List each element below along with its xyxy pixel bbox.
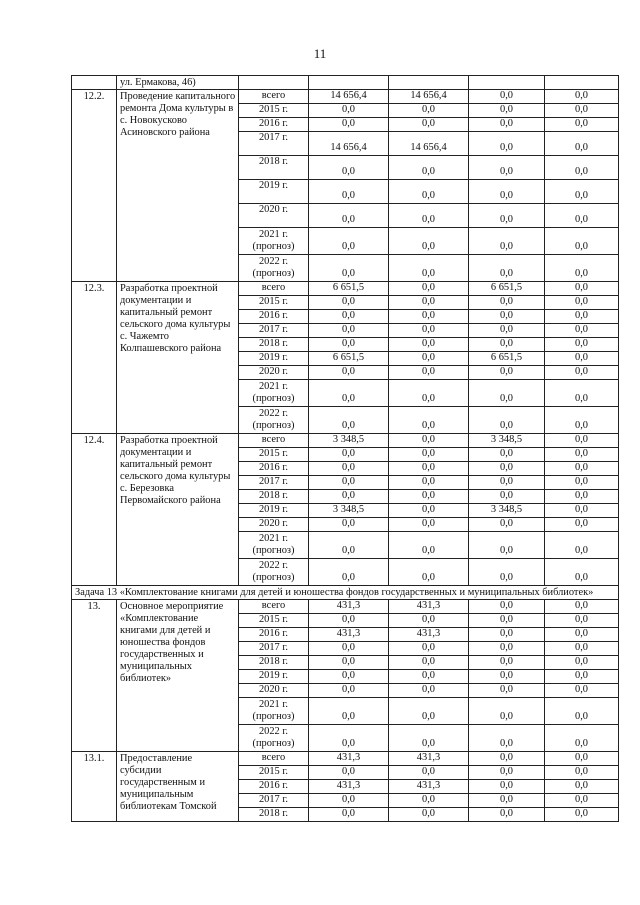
- value-cell: 6 651,5: [309, 352, 389, 366]
- value-cell: 0,0: [545, 670, 619, 684]
- year-label: 2020 г.: [239, 204, 309, 228]
- year-label: 2022 г. (прогноз): [239, 725, 309, 752]
- value-cell: 0,0: [469, 448, 545, 462]
- value-cell: 0,0: [469, 614, 545, 628]
- year-label: 2016 г.: [239, 118, 309, 132]
- value-cell: [545, 76, 619, 90]
- value-cell: 0,0: [309, 448, 389, 462]
- value-cell: 0,0: [545, 132, 619, 156]
- year-label: 2020 г.: [239, 684, 309, 698]
- value-cell: 0,0: [469, 656, 545, 670]
- value-cell: 0,0: [389, 794, 469, 808]
- value-cell: 0,0: [469, 628, 545, 642]
- year-label: 2016 г.: [239, 462, 309, 476]
- year-label: 2018 г.: [239, 656, 309, 670]
- item-code: 13.: [72, 600, 117, 752]
- value-cell: 0,0: [389, 766, 469, 780]
- year-label: 2017 г.: [239, 642, 309, 656]
- value-cell: 0,0: [389, 698, 469, 725]
- value-cell: 0,0: [469, 490, 545, 504]
- value-cell: 0,0: [469, 698, 545, 725]
- value-cell: 0,0: [389, 476, 469, 490]
- value-cell: 0,0: [469, 118, 545, 132]
- value-cell: 0,0: [545, 380, 619, 407]
- value-cell: 0,0: [309, 180, 389, 204]
- value-cell: 0,0: [389, 324, 469, 338]
- year-label: 2021 г. (прогноз): [239, 380, 309, 407]
- value-cell: 0,0: [469, 532, 545, 559]
- value-cell: 0,0: [309, 338, 389, 352]
- value-cell: 0,0: [545, 780, 619, 794]
- year-label: всего: [239, 90, 309, 104]
- value-cell: 0,0: [469, 808, 545, 822]
- value-cell: 0,0: [469, 255, 545, 282]
- year-label: 2022 г. (прогноз): [239, 559, 309, 586]
- value-cell: 14 656,4: [309, 90, 389, 104]
- table-row: [72, 76, 619, 90]
- value-cell: 431,3: [389, 600, 469, 614]
- value-cell: 0,0: [389, 156, 469, 180]
- value-cell: 0,0: [389, 366, 469, 380]
- year-label: 2022 г. (прогноз): [239, 407, 309, 434]
- value-cell: 0,0: [545, 766, 619, 780]
- value-cell: 0,0: [389, 282, 469, 296]
- value-cell: 431,3: [309, 600, 389, 614]
- value-cell: 0,0: [309, 559, 389, 586]
- value-cell: [309, 76, 389, 90]
- value-cell: 0,0: [389, 180, 469, 204]
- value-cell: 0,0: [545, 310, 619, 324]
- value-cell: 0,0: [545, 462, 619, 476]
- item-code: 12.4.: [72, 434, 117, 586]
- value-cell: 0,0: [389, 490, 469, 504]
- value-cell: 431,3: [309, 780, 389, 794]
- value-cell: 0,0: [389, 104, 469, 118]
- value-cell: 0,0: [389, 725, 469, 752]
- value-cell: 0,0: [309, 614, 389, 628]
- value-cell: [389, 76, 469, 90]
- value-cell: 0,0: [389, 642, 469, 656]
- value-cell: 0,0: [469, 766, 545, 780]
- value-cell: 14 656,4: [389, 132, 469, 156]
- value-cell: 0,0: [309, 766, 389, 780]
- value-cell: 0,0: [309, 156, 389, 180]
- value-cell: 0,0: [545, 518, 619, 532]
- value-cell: 6 651,5: [469, 352, 545, 366]
- value-cell: 0,0: [309, 490, 389, 504]
- item-name: Разработка проектной документации и капитальный ремонт сельского дома культуры с. Чажемто Колпашевского района: [117, 282, 239, 434]
- year-label: всего: [239, 434, 309, 448]
- value-cell: 3 348,5: [469, 504, 545, 518]
- value-cell: 0,0: [545, 118, 619, 132]
- value-cell: 0,0: [389, 228, 469, 255]
- year-label: 2017 г.: [239, 794, 309, 808]
- value-cell: 0,0: [545, 180, 619, 204]
- value-cell: 0,0: [469, 180, 545, 204]
- value-cell: 0,0: [545, 407, 619, 434]
- year-label: 2022 г. (прогноз): [239, 255, 309, 282]
- value-cell: 0,0: [469, 518, 545, 532]
- value-cell: 431,3: [309, 752, 389, 766]
- table-row: [72, 282, 619, 296]
- year-label: 2021 г. (прогноз): [239, 532, 309, 559]
- value-cell: 0,0: [545, 255, 619, 282]
- value-cell: 0,0: [545, 338, 619, 352]
- value-cell: 6 651,5: [469, 282, 545, 296]
- value-cell: 14 656,4: [309, 132, 389, 156]
- value-cell: 0,0: [389, 407, 469, 434]
- year-label: 2019 г.: [239, 504, 309, 518]
- value-cell: 431,3: [309, 628, 389, 642]
- year-label: 2015 г.: [239, 766, 309, 780]
- year-label: 2017 г.: [239, 476, 309, 490]
- year-label: 2020 г.: [239, 518, 309, 532]
- value-cell: 0,0: [389, 338, 469, 352]
- year-label: 2015 г.: [239, 104, 309, 118]
- value-cell: 0,0: [545, 324, 619, 338]
- year-label: 2016 г.: [239, 780, 309, 794]
- value-cell: 0,0: [389, 434, 469, 448]
- value-cell: 3 348,5: [469, 434, 545, 448]
- year-label: 2018 г.: [239, 156, 309, 180]
- value-cell: 0,0: [469, 684, 545, 698]
- value-cell: 431,3: [389, 628, 469, 642]
- year-label: 2021 г. (прогноз): [239, 698, 309, 725]
- value-cell: 0,0: [545, 352, 619, 366]
- value-cell: 0,0: [389, 532, 469, 559]
- value-cell: 0,0: [545, 296, 619, 310]
- value-cell: 0,0: [389, 118, 469, 132]
- year-label: 2019 г.: [239, 670, 309, 684]
- value-cell: 0,0: [545, 532, 619, 559]
- value-cell: 0,0: [469, 725, 545, 752]
- value-cell: 0,0: [309, 255, 389, 282]
- value-cell: 0,0: [545, 204, 619, 228]
- year-label: 2016 г.: [239, 310, 309, 324]
- year-label: 2017 г.: [239, 132, 309, 156]
- value-cell: 0,0: [469, 104, 545, 118]
- value-cell: 14 656,4: [389, 90, 469, 104]
- item-code: 12.2.: [72, 90, 117, 282]
- value-cell: [469, 76, 545, 90]
- value-cell: 0,0: [469, 476, 545, 490]
- table-row: [72, 434, 619, 448]
- item-code: 12.3.: [72, 282, 117, 434]
- value-cell: 3 348,5: [309, 434, 389, 448]
- year-label: 2015 г.: [239, 296, 309, 310]
- budget-table: [71, 75, 619, 822]
- value-cell: 0,0: [309, 228, 389, 255]
- value-cell: 0,0: [545, 490, 619, 504]
- value-cell: 0,0: [309, 725, 389, 752]
- value-cell: 0,0: [469, 794, 545, 808]
- year-label: 2020 г.: [239, 366, 309, 380]
- value-cell: 0,0: [309, 380, 389, 407]
- value-cell: 0,0: [545, 434, 619, 448]
- table-row: [72, 600, 619, 614]
- value-cell: 0,0: [309, 462, 389, 476]
- table-row: [72, 752, 619, 766]
- value-cell: 0,0: [545, 684, 619, 698]
- year-label: 2021 г. (прогноз): [239, 228, 309, 255]
- year-label: 2019 г.: [239, 180, 309, 204]
- value-cell: 0,0: [469, 228, 545, 255]
- value-cell: 0,0: [309, 324, 389, 338]
- year-label: 2018 г.: [239, 338, 309, 352]
- value-cell: 0,0: [545, 228, 619, 255]
- value-cell: 0,0: [545, 600, 619, 614]
- value-cell: 0,0: [309, 642, 389, 656]
- value-cell: 0,0: [309, 407, 389, 434]
- year-label: 2016 г.: [239, 628, 309, 642]
- value-cell: 6 651,5: [309, 282, 389, 296]
- value-cell: 0,0: [469, 338, 545, 352]
- year-label: 2017 г.: [239, 324, 309, 338]
- value-cell: 0,0: [469, 90, 545, 104]
- value-cell: 0,0: [545, 698, 619, 725]
- value-cell: 0,0: [389, 448, 469, 462]
- value-cell: 0,0: [469, 132, 545, 156]
- value-cell: 0,0: [469, 407, 545, 434]
- value-cell: 0,0: [545, 104, 619, 118]
- value-cell: 0,0: [309, 204, 389, 228]
- value-cell: 0,0: [389, 518, 469, 532]
- value-cell: 0,0: [469, 752, 545, 766]
- value-cell: 0,0: [389, 310, 469, 324]
- value-cell: 0,0: [545, 614, 619, 628]
- value-cell: 431,3: [389, 780, 469, 794]
- value-cell: 0,0: [309, 808, 389, 822]
- value-cell: 0,0: [309, 794, 389, 808]
- year-cell: [239, 76, 309, 90]
- value-cell: 0,0: [545, 808, 619, 822]
- table-row: [72, 90, 619, 104]
- year-label: 2015 г.: [239, 448, 309, 462]
- value-cell: 3 348,5: [309, 504, 389, 518]
- value-cell: 0,0: [545, 156, 619, 180]
- value-cell: 0,0: [469, 324, 545, 338]
- code-cell: [72, 76, 117, 90]
- value-cell: 0,0: [389, 204, 469, 228]
- value-cell: 0,0: [469, 670, 545, 684]
- value-cell: 0,0: [469, 780, 545, 794]
- value-cell: 0,0: [309, 656, 389, 670]
- item-name: Основное мероприятие «Комплектование книгами для детей и юношества фондов государственных и муниципальных библиотек»: [117, 600, 239, 752]
- value-cell: 0,0: [545, 642, 619, 656]
- value-cell: 0,0: [545, 476, 619, 490]
- value-cell: 0,0: [545, 559, 619, 586]
- value-cell: 0,0: [469, 156, 545, 180]
- value-cell: 0,0: [309, 670, 389, 684]
- value-cell: 0,0: [469, 366, 545, 380]
- value-cell: 0,0: [309, 476, 389, 490]
- value-cell: 0,0: [389, 255, 469, 282]
- year-label: всего: [239, 752, 309, 766]
- value-cell: 0,0: [545, 656, 619, 670]
- year-label: 2018 г.: [239, 808, 309, 822]
- value-cell: 0,0: [389, 296, 469, 310]
- value-cell: 0,0: [469, 310, 545, 324]
- value-cell: 0,0: [309, 366, 389, 380]
- value-cell: 0,0: [469, 462, 545, 476]
- value-cell: 0,0: [309, 104, 389, 118]
- value-cell: 0,0: [545, 282, 619, 296]
- value-cell: 0,0: [389, 380, 469, 407]
- value-cell: 0,0: [309, 310, 389, 324]
- value-cell: 0,0: [469, 204, 545, 228]
- value-cell: 0,0: [389, 684, 469, 698]
- value-cell: 431,3: [389, 752, 469, 766]
- table-body: [72, 76, 619, 822]
- value-cell: 0,0: [545, 725, 619, 752]
- value-cell: 0,0: [389, 462, 469, 476]
- value-cell: 0,0: [469, 559, 545, 586]
- value-cell: 0,0: [309, 118, 389, 132]
- year-label: 2015 г.: [239, 614, 309, 628]
- value-cell: 0,0: [545, 448, 619, 462]
- value-cell: 0,0: [389, 656, 469, 670]
- value-cell: 0,0: [545, 90, 619, 104]
- value-cell: 0,0: [389, 808, 469, 822]
- value-cell: 0,0: [469, 600, 545, 614]
- value-cell: 0,0: [309, 684, 389, 698]
- value-cell: 0,0: [389, 352, 469, 366]
- page-number: 11: [313, 46, 327, 61]
- item-name: Проведение капитального ремонта Дома культуры в с. Новокусково Асиновского района: [117, 90, 239, 282]
- year-label: 2018 г.: [239, 490, 309, 504]
- value-cell: 0,0: [545, 794, 619, 808]
- task-heading: Задача 13 «Комплектование книгами для детей и юношества фондов государственных и муниципальных библиотек»: [72, 586, 619, 600]
- value-cell: 0,0: [469, 380, 545, 407]
- item-name: Предоставление субсидии государственным и муниципальным библиотекам Томской: [117, 752, 239, 822]
- value-cell: 0,0: [309, 518, 389, 532]
- task-row: [72, 586, 619, 600]
- value-cell: 0,0: [469, 296, 545, 310]
- item-name: Разработка проектной документации и капитальный ремонт сельского дома культуры с. Березовка Первомайского района: [117, 434, 239, 586]
- value-cell: 0,0: [309, 296, 389, 310]
- value-cell: 0,0: [545, 504, 619, 518]
- value-cell: 0,0: [545, 628, 619, 642]
- value-cell: 0,0: [389, 559, 469, 586]
- year-label: 2019 г.: [239, 352, 309, 366]
- year-label: всего: [239, 600, 309, 614]
- year-label: всего: [239, 282, 309, 296]
- item-code: 13.1.: [72, 752, 117, 822]
- value-cell: 0,0: [389, 670, 469, 684]
- value-cell: 0,0: [389, 614, 469, 628]
- value-cell: 0,0: [545, 752, 619, 766]
- value-cell: 0,0: [309, 698, 389, 725]
- value-cell: 0,0: [309, 532, 389, 559]
- value-cell: 0,0: [545, 366, 619, 380]
- value-cell: 0,0: [389, 504, 469, 518]
- name-cell: ул. Ермакова, 46): [117, 76, 239, 90]
- value-cell: 0,0: [469, 642, 545, 656]
